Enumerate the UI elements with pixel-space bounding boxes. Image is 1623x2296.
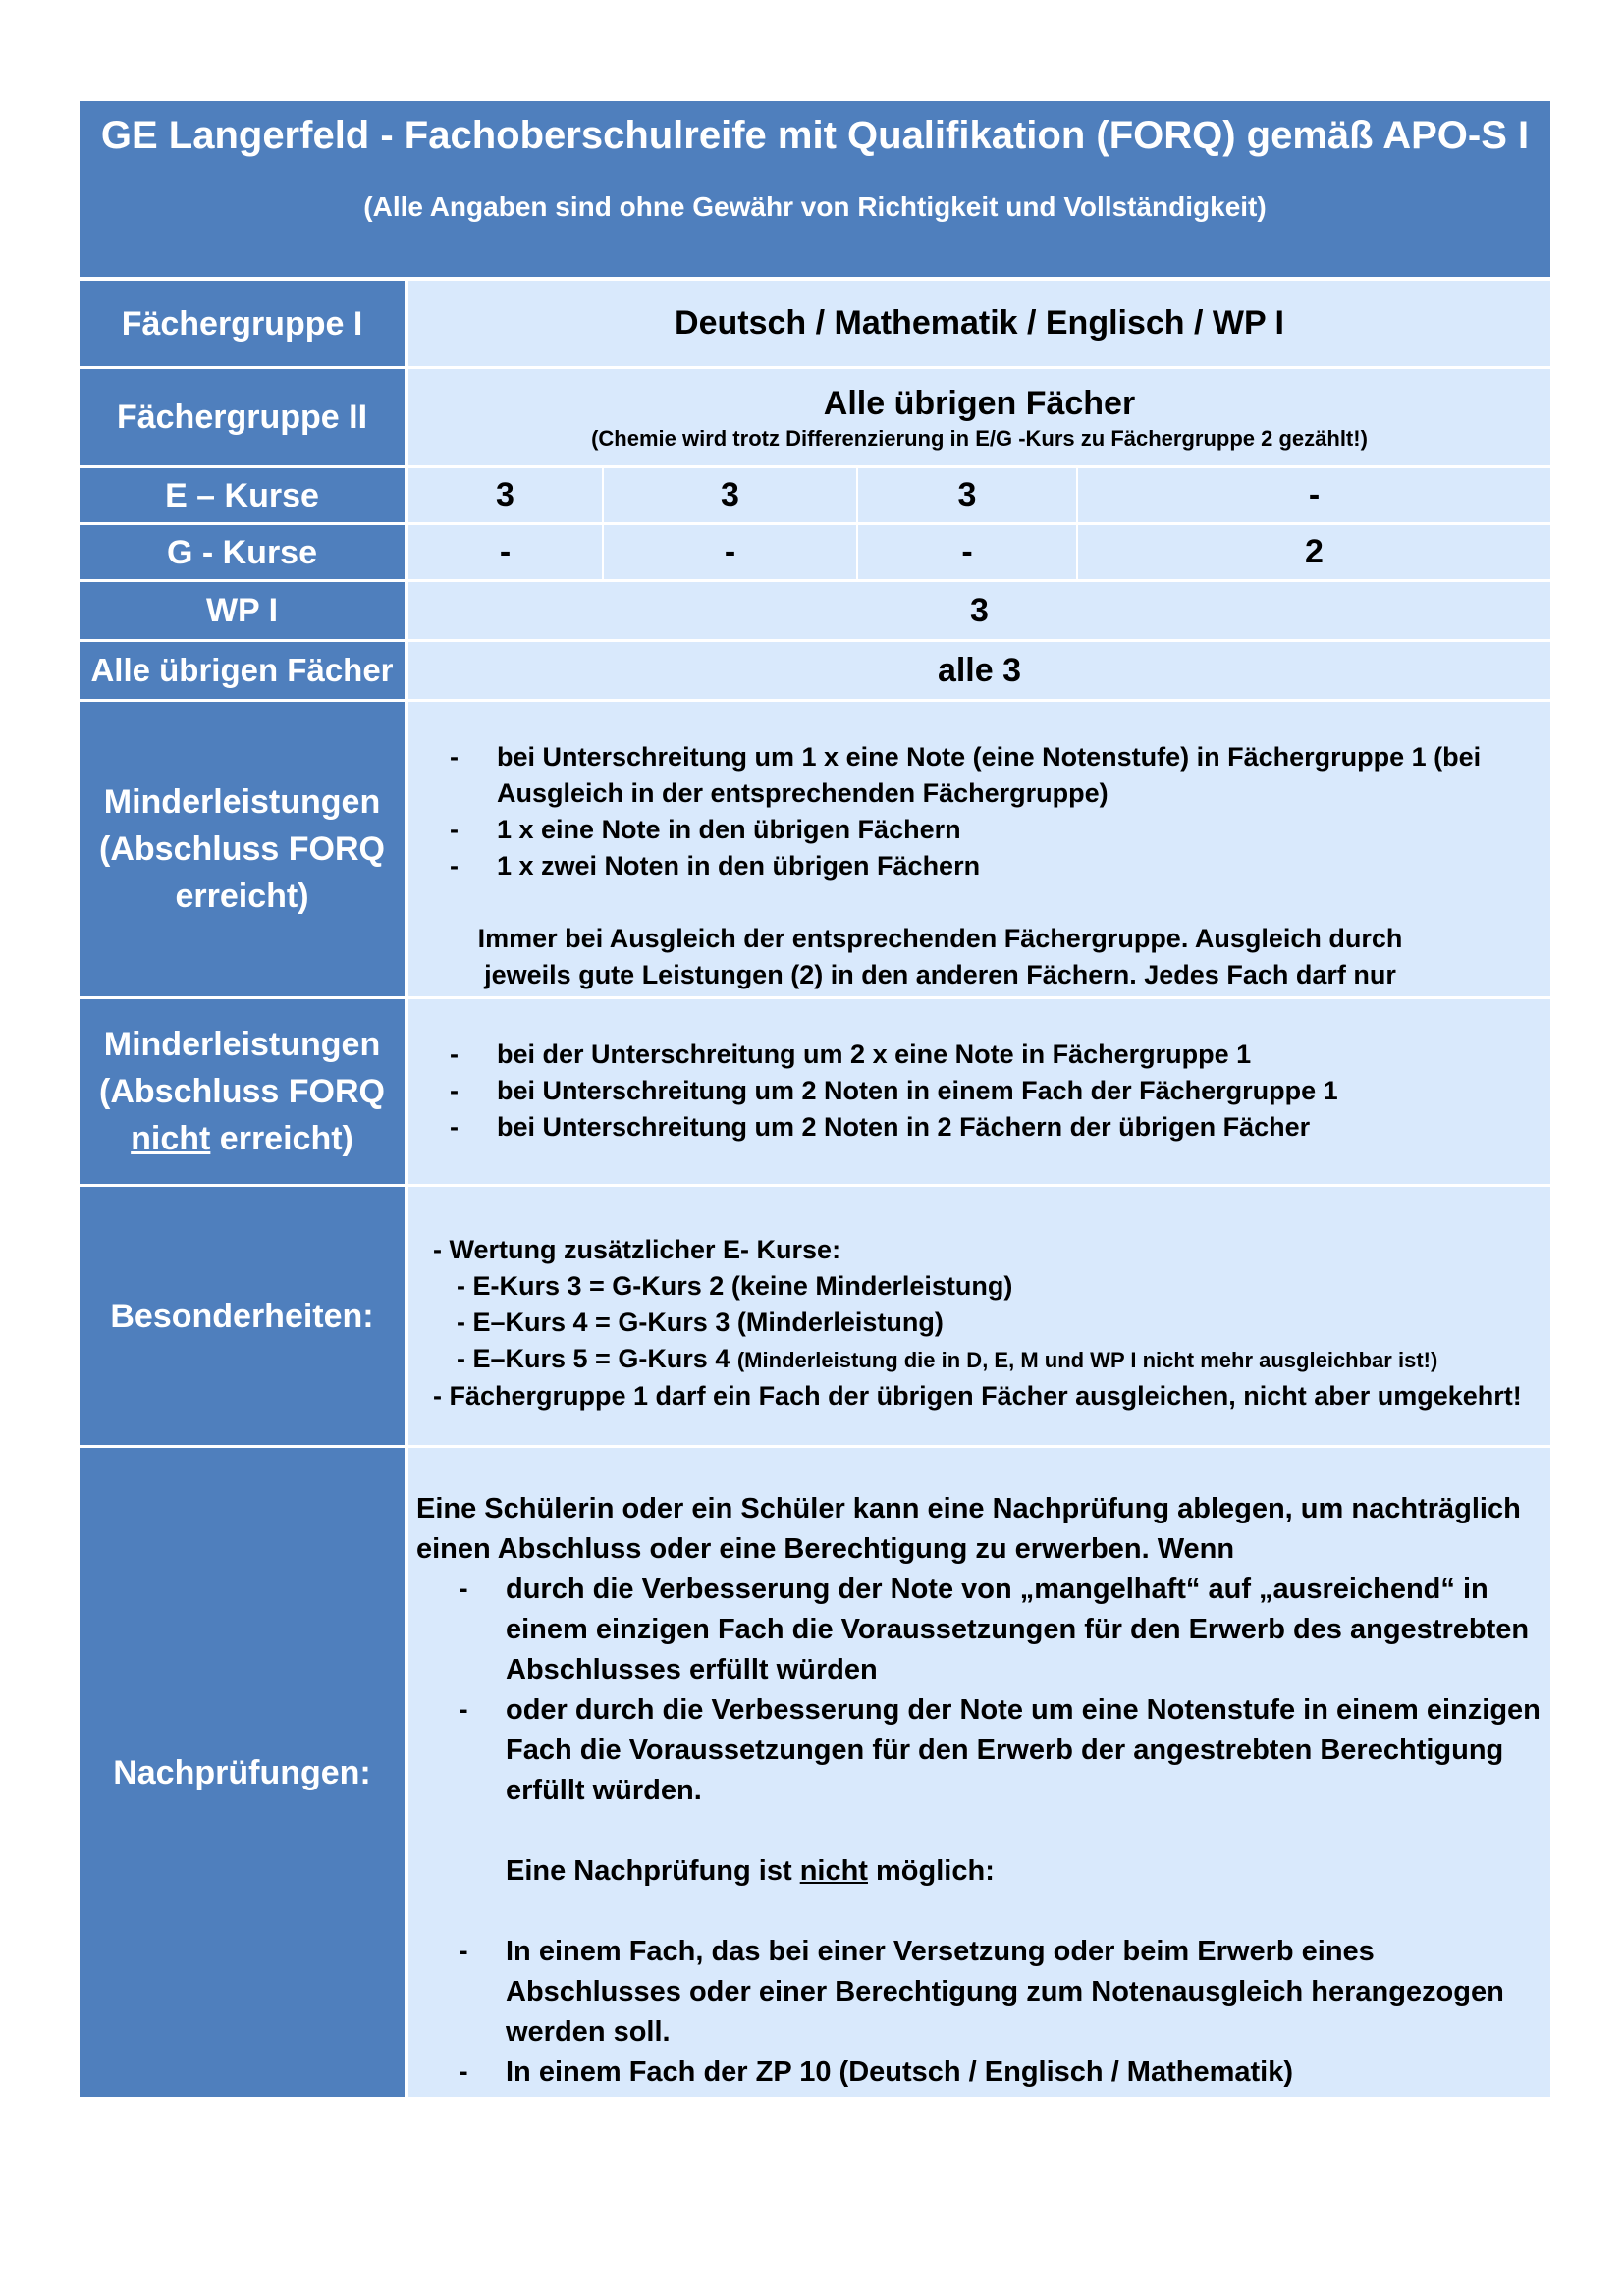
e-kurs-cell: 3 bbox=[408, 468, 604, 522]
nicht-moeglich-list bbox=[416, 1932, 1541, 2093]
list-item: - oder durch die Verbesserung der Note um eine Notenstufe in einem einzigen Fach die Voraussetzungen für den Erwerb der angestrebten Berechtigung erfüllt würden. bbox=[459, 1694, 1541, 1806]
minderleistungen-list bbox=[450, 739, 1482, 884]
header-banner bbox=[80, 101, 1550, 281]
label-nachpruefungen: Nachprüfungen: bbox=[80, 1448, 408, 2097]
g-kurs-cell: 2 bbox=[1305, 533, 1324, 570]
row-minderleistungen-nicht-erreicht bbox=[80, 999, 1550, 1187]
label-line: erreicht) bbox=[175, 878, 309, 915]
list-item: - In einem Fach, das bei einer Versetzung oder beim Erwerb eines Abschlusses oder einer Berechtigung zum Notenausgleich herangezogen werden soll. bbox=[459, 1936, 1504, 2048]
label-line: nicht erreicht) bbox=[131, 1120, 353, 1157]
minderleistungen-nicht-list bbox=[450, 1037, 1338, 1146]
list-item: - bei der Unterschreitung um 2 x eine Note in Fächergruppe 1 bbox=[450, 1040, 1252, 1069]
nachpruefungen-content bbox=[408, 1448, 1550, 2097]
row-faechergruppe-1 bbox=[80, 281, 1550, 369]
label-e-kurse: E – Kurse bbox=[80, 468, 408, 522]
row-e-kurse bbox=[80, 468, 1550, 525]
label-line: (Abschluss FORQ bbox=[99, 1073, 385, 1110]
list-item: - durch die Verbesserung der Note von „mangelhaft“ auf „ausreichend“ in einem einzigen Fach die Voraussetzungen für den Erwerb des angestrebten Abschlusses erfüllt würden bbox=[459, 1574, 1530, 1685]
list-item: - bei Unterschreitung um 2 Noten in 2 Fächern der übrigen Fächer bbox=[450, 1112, 1311, 1142]
nicht-moeglich-heading: Eine Nachprüfung ist nicht möglich: bbox=[506, 1855, 995, 1887]
page-title: GE Langerfeld - Fachoberschulreife mit Qualifikation (FORQ) gemäß APO-S I bbox=[100, 114, 1530, 157]
g-kurse-cells bbox=[408, 525, 1550, 579]
list-item: - 1 x zwei Noten in den übrigen Fächern bbox=[450, 851, 981, 881]
label-line: Minderleistungen bbox=[103, 783, 381, 821]
g-kurs-cell: - bbox=[604, 525, 858, 579]
e-kurs-cell: - bbox=[1308, 476, 1321, 513]
value-faechergruppe-1: Deutsch / Mathematik / Englisch / WP I bbox=[408, 281, 1550, 366]
list-item: - 1 x eine Note in den übrigen Fächern bbox=[450, 815, 961, 844]
row-faechergruppe-2 bbox=[80, 369, 1550, 468]
g-kurs-cell: - bbox=[858, 525, 1078, 579]
label-line: (Abschluss FORQ bbox=[99, 830, 385, 868]
besonderheiten-line: - E–Kurs 5 = G-Kurs 4 (Minderleistung die in D, E, M und WP I nicht mehr ausgleichbar ist!) bbox=[457, 1344, 1438, 1373]
nachpruefungen-list bbox=[416, 1570, 1541, 1811]
besonderheiten-line: - Fächergruppe 1 darf ein Fach der übrigen Fächer ausgleichen, nicht aber umgekehrt! bbox=[433, 1381, 1522, 1411]
minderleistungen-nicht-erreicht-content bbox=[408, 999, 1550, 1184]
minderleistungen-erreicht-content bbox=[408, 702, 1550, 996]
e-kurs-cell: 3 bbox=[858, 468, 1078, 522]
value-faechergruppe-2 bbox=[408, 369, 1550, 465]
row-g-kurse bbox=[80, 525, 1550, 582]
list-item: - bei Unterschreitung um 2 Noten in einem Fach der Fächergruppe 1 bbox=[450, 1076, 1338, 1105]
besonderheiten-line: - Wertung zusätzlicher E- Kurse: bbox=[433, 1235, 841, 1264]
label-g-kurse: G - Kurse bbox=[80, 525, 408, 579]
label-minderleistungen-erreicht bbox=[80, 702, 408, 996]
label-besonderheiten: Besonderheiten: bbox=[80, 1187, 408, 1445]
document-table bbox=[80, 101, 1550, 2097]
row-wp bbox=[80, 582, 1550, 642]
label-wp: WP I bbox=[80, 582, 408, 639]
besonderheiten-line: - E–Kurs 4 = G-Kurs 3 (Minderleistung) bbox=[457, 1308, 944, 1337]
fg2-main: Alle übrigen Fächer bbox=[823, 385, 1136, 422]
e-kurse-cells bbox=[408, 468, 1550, 522]
label-line: Minderleistungen bbox=[103, 1026, 381, 1063]
list-item: - In einem Fach der ZP 10 (Deutsch / Englisch / Mathematik) bbox=[459, 2056, 1294, 2088]
e-kurs-cell: 3 bbox=[604, 468, 858, 522]
besonderheiten-line: - E-Kurs 3 = G-Kurs 2 (keine Minderleistung) bbox=[457, 1271, 1013, 1301]
row-nachpruefungen bbox=[80, 1448, 1550, 2097]
besonderheiten-content bbox=[408, 1187, 1550, 1445]
ausgleich-note: Immer bei Ausgleich der entsprechenden Fächergruppe. Ausgleich durch jeweils gute Leistungen (2) in den anderen Fächern. Jedes Fach darf nur bbox=[477, 924, 1403, 989]
list-item: - bei Unterschreitung um 1 x eine Note (eine Notenstufe) in Fächergruppe 1 (bei Ausgleich in der entsprechenden Fächergruppe) bbox=[450, 742, 1482, 808]
nachpruefungen-intro: Eine Schülerin oder ein Schüler kann eine Nachprüfung ablegen, um nachträglich einen Abschluss oder eine Berechtigung zu erwerben. Wenn bbox=[416, 1493, 1521, 1565]
disclaimer: (Alle Angaben sind ohne Gewähr von Richtigkeit und Vollständigkeit) bbox=[363, 191, 1267, 222]
label-faechergruppe-2: Fächergruppe II bbox=[80, 369, 408, 465]
value-uebrige-faecher: alle 3 bbox=[408, 642, 1550, 699]
label-faechergruppe-1: Fächergruppe I bbox=[80, 281, 408, 366]
value-wp: 3 bbox=[408, 582, 1550, 639]
fg2-note: (Chemie wird trotz Differenzierung in E/G -Kurs zu Fächergruppe 2 gezählt!) bbox=[591, 426, 1368, 451]
row-minderleistungen-erreicht bbox=[80, 702, 1550, 999]
label-minderleistungen-nicht-erreicht bbox=[80, 999, 408, 1184]
label-uebrige-faecher: Alle übrigen Fächer bbox=[80, 642, 408, 699]
row-besonderheiten bbox=[80, 1187, 1550, 1448]
g-kurs-cell: - bbox=[408, 525, 604, 579]
row-uebrige-faecher bbox=[80, 642, 1550, 702]
